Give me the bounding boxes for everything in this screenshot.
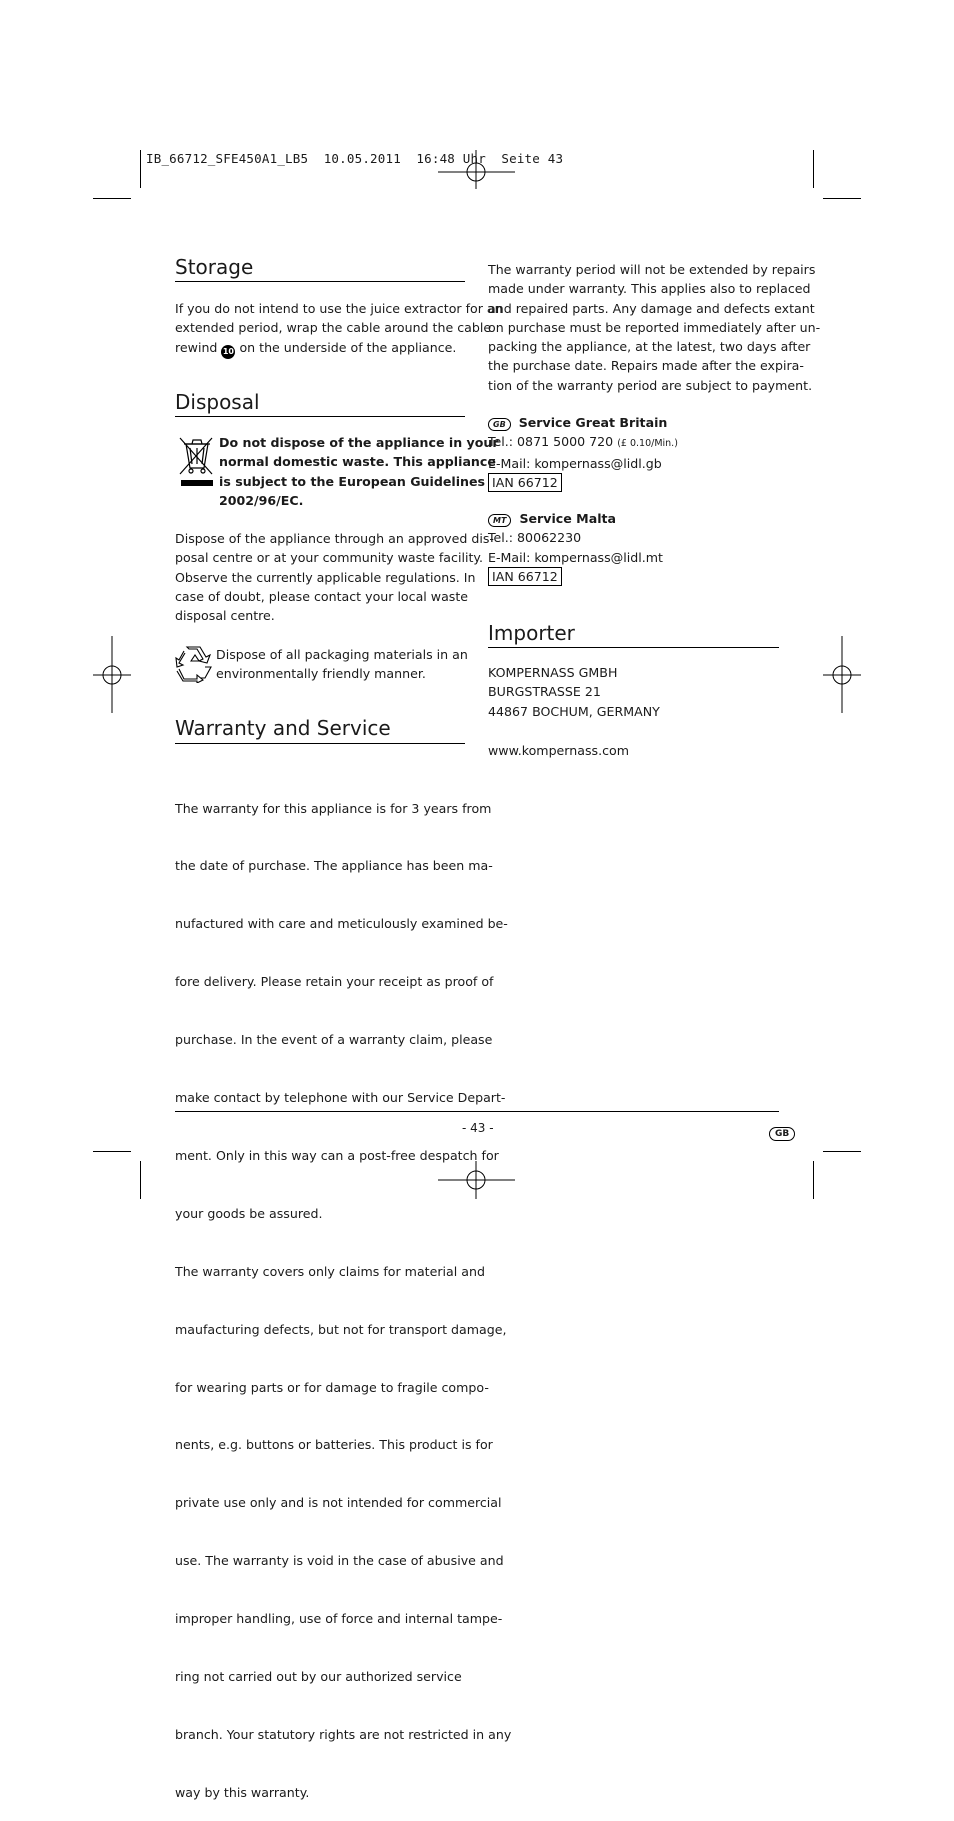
- page-number: - 43 -: [462, 1121, 494, 1135]
- service-gb-tel-note: (£ 0.10/Min.): [617, 438, 678, 450]
- storage-heading: Storage: [175, 255, 254, 279]
- language-badge: GB: [769, 1121, 795, 1141]
- cable-rewind-number-icon: 10: [221, 345, 235, 359]
- disposal-heading: Disposal: [175, 390, 260, 414]
- disposal-paragraph: Dispose of the appliance through an approved dis- posal centre or at your community waste facility. Observe the currently applicable regulations. In case of doubt, please contact your local waste disposal centre.: [175, 531, 494, 624]
- packaging-note: Dispose of all packaging materials in an environmentally friendly manner.: [216, 647, 468, 682]
- warranty-paragraph: The warranty for this appliance is for 3 years from the date of purchase. The appliance has been ma- nufactured with care and meticulously examined be- fore delivery. Please retain your receipt as proof of purchase. In the event of a warranty claim, please make contact by telephone with our Service Depart- ment. Only in this way can a post-free despatch for your goods be assured. The warranty covers only claims for material and maufacturing defects, but not for transport damage, for wearing parts or for damage to fragile compo- nents, e.g. buttons or batteries. This product is for private use only and is not intended for commercial use. The warranty is void in the case of abusive and improper handling, use of force and internal tampe- ring not carried out by our authorized service branch. Your statutory rights are not restricted in any way by this warranty.: [175, 800, 512, 1800]
- service-mt-title: Service Malta: [519, 511, 617, 526]
- warranty-period-paragraph: The warranty period will not be extended by repairs made under warranty. This applies also to replaced and repaired parts. Any damage and defects extant on purchase must be reported immediately after un- packing the appliance, at the latest, two days after the purchase date. Repairs made after the expira- tion of the warranty period are subject to payment.: [488, 262, 821, 393]
- importer-address: KOMPERNASS GMBH BURGSTRASSE 21 44867 BOCHUM, GERMANY: [488, 665, 660, 719]
- service-gb-title: Service Great Britain: [518, 415, 668, 430]
- importer-website: www.kompernass.com: [488, 743, 629, 758]
- service-mt-tel: Tel.: 80062230: [488, 530, 582, 546]
- recycle-icon: [175, 645, 215, 683]
- service-mt-email: E-Mail: kompernass@lidl.mt: [488, 549, 663, 565]
- service-mt-ian: IAN 66712: [488, 567, 562, 586]
- warranty-heading: Warranty and Service: [175, 716, 391, 740]
- service-mt-block: [488, 509, 663, 586]
- mt-badge: MT: [488, 514, 511, 527]
- service-gb-tel: Tel.: 0871 5000 720: [488, 434, 618, 450]
- print-header: IB_66712_SFE450A1_LB5 10.05.2011 16:48 Uhr Seite 43: [146, 151, 564, 166]
- storage-paragraph: If you do not intend to use the juice extractor for an extended period, wrap the cable around the cable rewind 10 on the underside of the appliance.: [175, 299, 503, 359]
- importer-rule: [488, 647, 779, 648]
- footer-rule: [175, 1111, 779, 1112]
- service-gb-ian: IAN 66712: [488, 473, 562, 492]
- disposal-rule: [175, 416, 465, 417]
- service-gb-email: E-Mail: kompernass@lidl.gb: [488, 455, 662, 471]
- storage-rule: [175, 281, 465, 282]
- service-gb-block: [488, 413, 678, 492]
- gb-badge: GB: [488, 418, 511, 431]
- disposal-warning: Do not dispose of the appliance in your normal domestic waste. This appliance is subject to the European Guidelines 2002/96/EC.: [219, 435, 499, 508]
- warranty-rule: [175, 743, 465, 744]
- importer-heading: Importer: [488, 621, 575, 645]
- crossed-bin-icon: [178, 434, 214, 490]
